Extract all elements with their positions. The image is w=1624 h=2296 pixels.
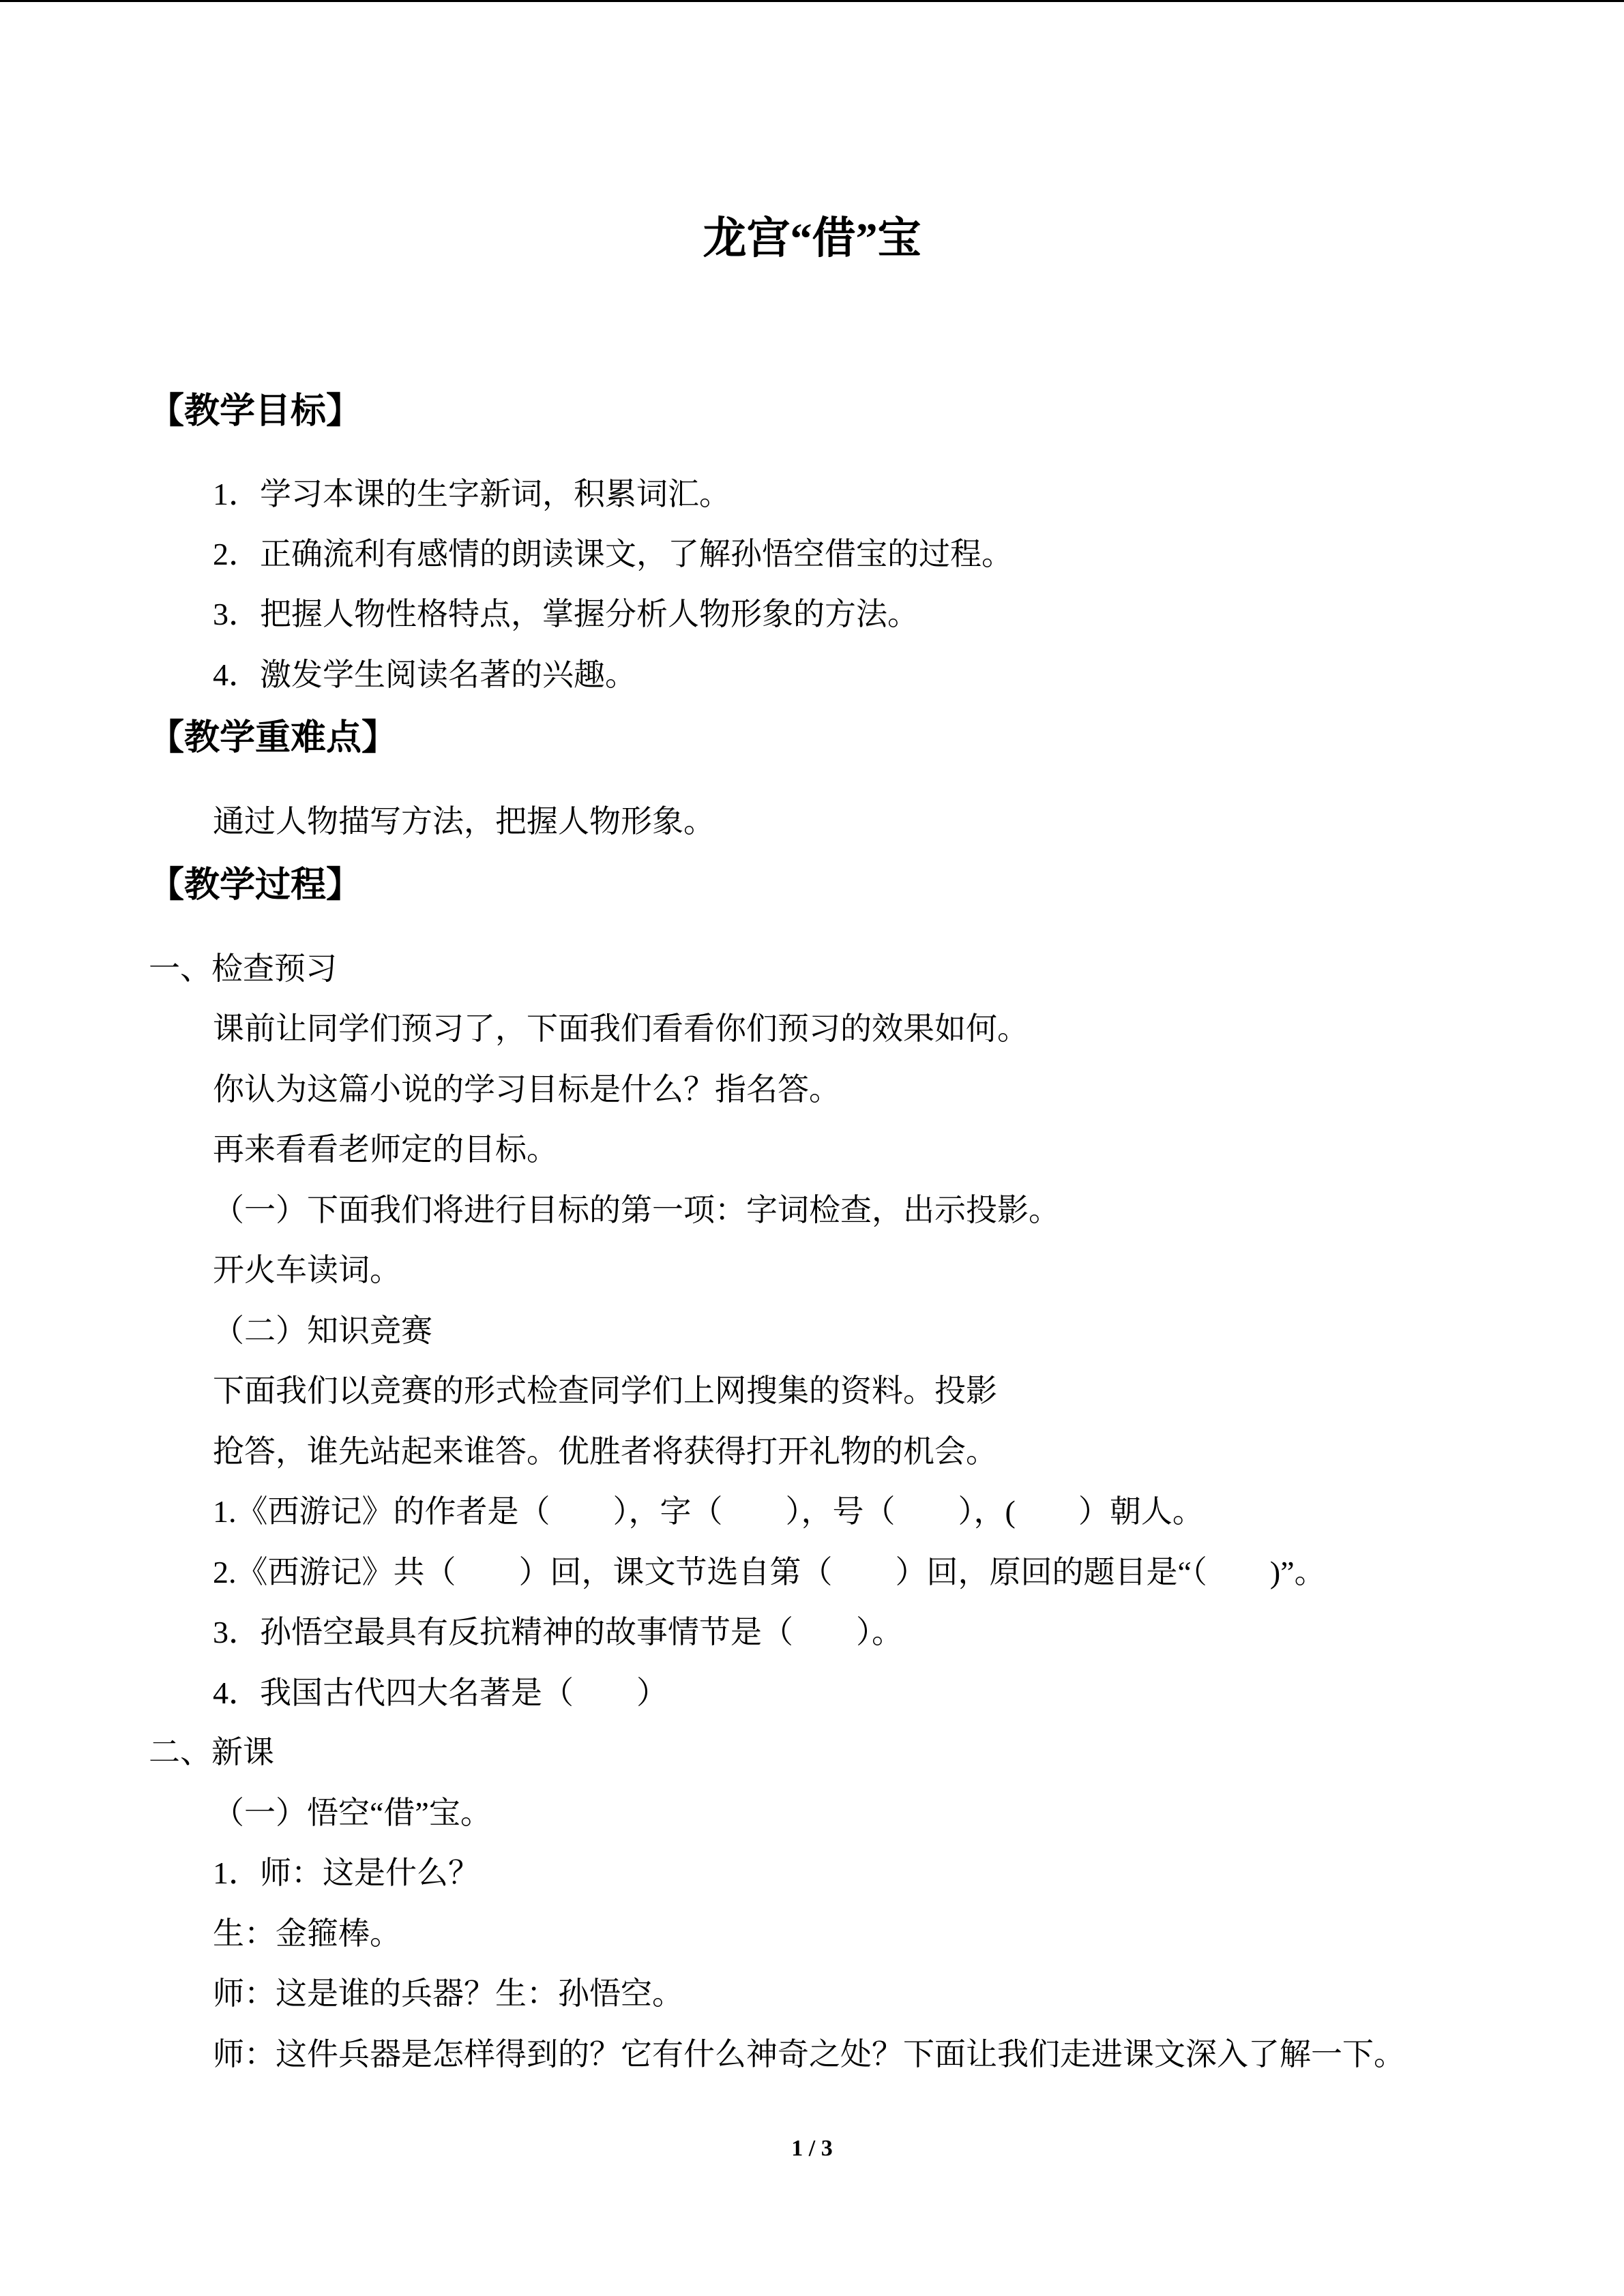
quiz-question: 4．我国古代四大名著是（ ） [213, 1675, 668, 1710]
objective-item: 1．学习本课的生字新词，积累词汇。 [213, 477, 730, 511]
process-line: （一）下面我们将进行目标的第一项：字词检查，出示投影。 [213, 1193, 1060, 1227]
process-line: 抢答，谁先站起来谁答。优胜者将获得打开礼物的机会。 [213, 1434, 997, 1469]
key-points-text: 通过人物描写方法，把握人物形象。 [213, 804, 715, 839]
objective-item: 2．正确流利有感情的朗读课文，了解孙悟空借宝的过程。 [213, 537, 1013, 571]
process-line: （一）悟空“借”宝。 [213, 1795, 492, 1830]
process-line: 1．师：这是什么？ [213, 1855, 479, 1890]
process-line: 你认为这篇小说的学习目标是什么？指名答。 [213, 1072, 840, 1107]
page-number: 1 / 3 [791, 2136, 833, 2161]
process-line: 开火车读词。 [213, 1253, 401, 1287]
quiz-question: 2.《西游记》共（ ）回，课文节选自第（ ）回，原回的题目是“（ )”。 [213, 1555, 1326, 1590]
process-line: 师：这是谁的兵器？生：孙悟空。 [213, 1976, 683, 2011]
objectives-heading: 【教学目标】 [149, 392, 362, 431]
process-line: 再来看看老师定的目标。 [213, 1132, 558, 1167]
process-line: （二）知识竞赛 [213, 1313, 432, 1348]
process-heading: 【教学过程】 [149, 866, 362, 905]
process-line: 师：这件兵器是怎样得到的？它有什么神奇之处？下面让我们走进课文深入了解一下。 [213, 2037, 1405, 2072]
process-part1-label: 一、检查预习 [149, 951, 337, 986]
process-line: 课前让同学们预习了，下面我们看看你们预习的效果如何。 [213, 1011, 1029, 1046]
quiz-question: 1.《西游记》的作者是（ ），字（ ），号（ ），( ）朝人。 [213, 1494, 1204, 1529]
objective-item: 3．把握人物性格特点，掌握分析人物形象的方法。 [213, 597, 919, 631]
top-border-rule [0, 0, 1624, 2]
process-part2-label: 二、新课 [149, 1735, 274, 1770]
key-points-heading: 【教学重难点】 [149, 719, 398, 758]
process-line: 生：金箍棒。 [213, 1916, 401, 1951]
document-title: 龙宫“借”宝 [703, 214, 921, 263]
process-line: 下面我们以竞赛的形式检查同学们上网搜集的资料。投影 [213, 1373, 997, 1408]
quiz-question: 3．孙悟空最具有反抗精神的故事情节是（ ）。 [213, 1615, 903, 1650]
objective-item: 4．激发学生阅读名著的兴趣。 [213, 657, 636, 692]
